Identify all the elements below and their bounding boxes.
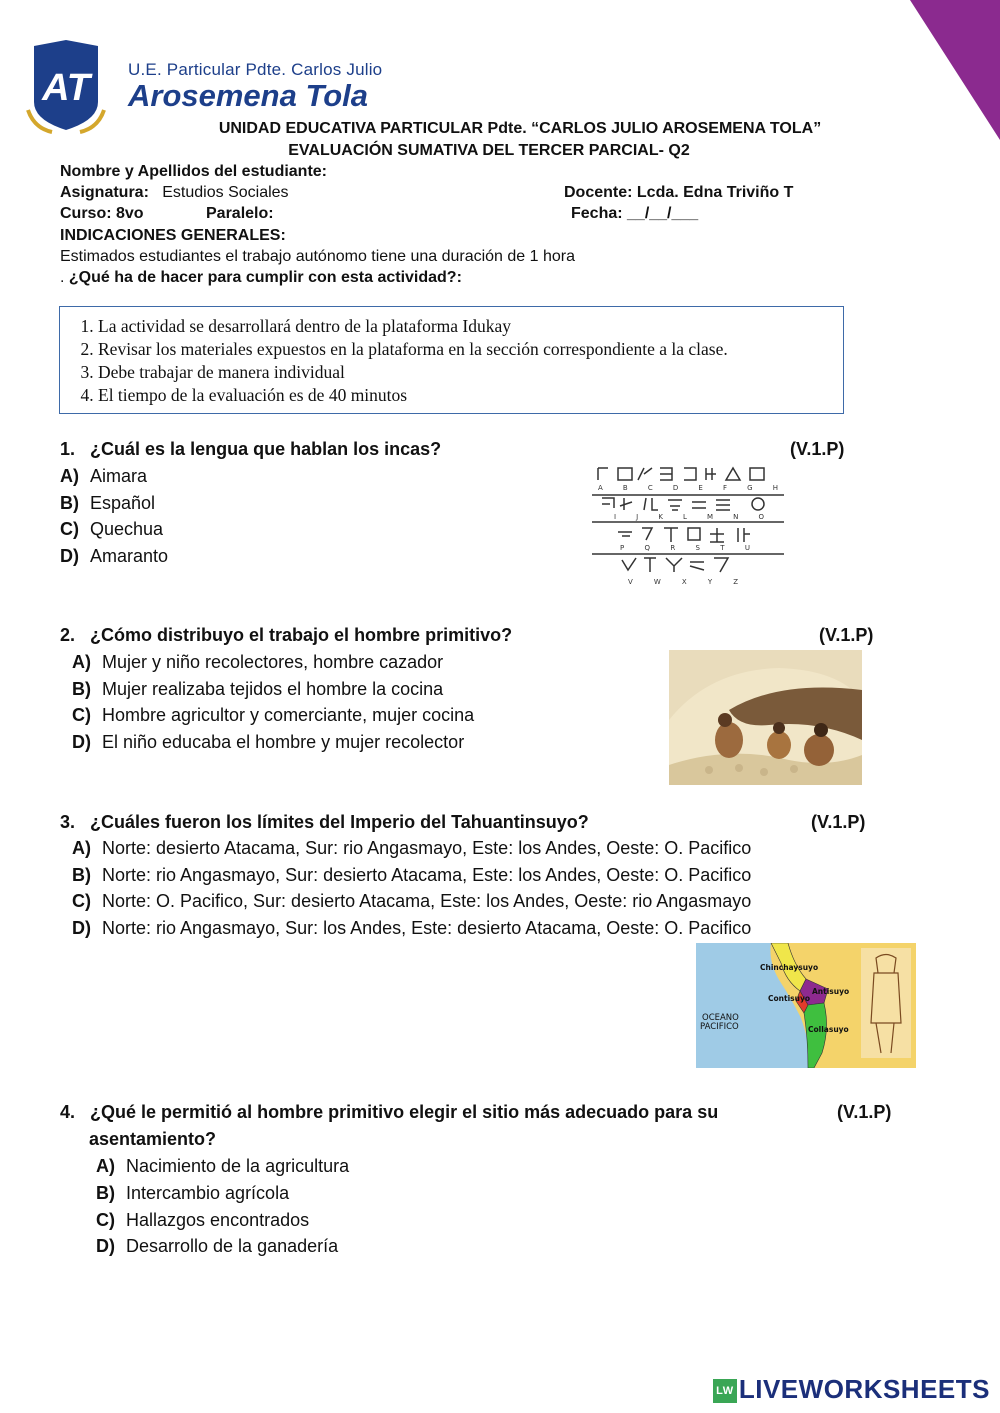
question-3-option-c[interactable]: [72, 891, 751, 912]
option-letter: B): [72, 865, 91, 885]
primitive-people-illustration: [669, 650, 862, 785]
option-letter: C): [96, 1210, 115, 1230]
question-text: ¿Cómo distribuyo el trabajo el hombre primitivo?: [90, 625, 513, 645]
option-letter: C): [72, 891, 91, 911]
student-name-label: Nombre y Apellidos del estudiante:: [60, 163, 328, 180]
option-text: Aimara: [90, 466, 148, 486]
map-label-ocean2: PACIFICO: [700, 1022, 739, 1032]
option-text: Norte: desierto Atacama, Sur: rio Angasmayo, Este: los Andes, Oeste: O. Pacifico: [102, 838, 752, 858]
activity-question: [60, 269, 462, 287]
map-label-east: Antisuyo: [812, 987, 850, 996]
map-label-south: Collasuyo: [808, 1025, 849, 1034]
option-text: Norte: rio Angasmayo, Sur: desierto Atacama, Este: los Andes, Oeste: O. Pacifico: [102, 865, 752, 885]
option-letter: D): [72, 732, 91, 752]
question-2-option-c[interactable]: [72, 705, 474, 726]
parallel-label: Paralelo:: [206, 205, 274, 222]
option-text: Norte: rio Angasmayo, Sur: los Andes, Este: desierto Atacama, Oeste: O. Pacifico: [102, 918, 752, 938]
question-1-option-c[interactable]: [60, 519, 163, 540]
map-label-ocean1: OCEANO: [702, 1013, 739, 1023]
school-name-line2: Arosemena Tola: [128, 78, 369, 113]
question-2-option-d[interactable]: [72, 732, 464, 753]
document-title: UNIDAD EDUCATIVA PARTICULAR Pdte. “CARLOS JULIO AROSEMENA TOLA”: [218, 120, 822, 137]
question-text: ¿Cuál es la lengua que hablan los incas?: [90, 439, 442, 459]
question-number: 3.: [60, 812, 76, 832]
brand-text: LIVEWORKSHEETS: [738, 1374, 990, 1404]
option-text: Mujer y niño recolectores, hombre cazador: [102, 652, 444, 672]
question-4-tag: (V.1.P): [837, 1102, 892, 1122]
activity-question-label: ¿Qué ha de hacer para cumplir con esta actividad?:: [68, 269, 462, 286]
question-number: 4.: [60, 1102, 76, 1122]
question-text: ¿Qué le permitió al hombre primitivo elegir el sitio más adecuado para su: [90, 1102, 719, 1122]
instructions-box: [59, 306, 844, 414]
option-text: Norte: O. Pacifico, Sur: desierto Atacama, Este: los Andes, Oeste: rio Angasmayo: [102, 891, 752, 911]
option-letter: B): [60, 493, 79, 513]
question-1-option-a[interactable]: [60, 466, 147, 487]
instruction-item: 4. El tiempo de la evaluación es de 40 minutos: [98, 384, 843, 407]
question-3-option-d[interactable]: [72, 918, 751, 939]
brand-badge: LW: [713, 1379, 737, 1403]
option-text: Desarrollo de la ganadería: [126, 1236, 339, 1256]
alphabet-row-4: V W X Y Z: [628, 578, 738, 586]
option-letter: B): [72, 679, 91, 699]
option-text: Hallazgos encontrados: [126, 1210, 310, 1230]
option-text: El niño educaba el hombre y mujer recolector: [102, 732, 465, 752]
question-3-option-b[interactable]: [72, 865, 751, 886]
document-subtitle: EVALUACIÓN SUMATIVA DEL TERCER PARCIAL- Q2: [288, 142, 690, 159]
option-letter: C): [60, 519, 79, 539]
general-indications-label: INDICACIONES GENERALES:: [60, 227, 286, 244]
option-text: Español: [90, 493, 156, 513]
alphabet-row-3: P Q R S T U: [620, 544, 750, 552]
question-1-option-d[interactable]: [60, 546, 168, 567]
question-2-option-b[interactable]: [72, 679, 443, 700]
question-4-text-line2: asentamiento?: [89, 1129, 217, 1149]
question-4-option-c[interactable]: [96, 1210, 309, 1231]
question-1: [60, 439, 441, 460]
subject-label: Asignatura:: [60, 184, 149, 201]
activity-question-prefix: .: [60, 269, 69, 286]
school-name-line1: U.E. Particular Pdte. Carlos Julio: [128, 60, 383, 79]
option-letter: A): [60, 466, 79, 486]
option-letter: C): [72, 705, 91, 725]
option-text: Hombre agricultor y comerciante, mujer cocina: [102, 705, 475, 725]
question-1-tag: (V.1.P): [790, 439, 845, 459]
option-letter: D): [72, 918, 91, 938]
alphabet-image: [588, 462, 788, 590]
option-letter: B): [96, 1183, 115, 1203]
question-2: [60, 625, 512, 646]
subject-row: [60, 184, 289, 202]
instruction-item: 1. La actividad se desarrollará dentro de la plataforma Idukay: [98, 315, 843, 338]
option-letter: A): [96, 1156, 115, 1176]
alphabet-row-1: A B C D E F G H: [598, 484, 778, 492]
instruction-item: 2. Revisar los materiales expuestos en la plataforma en la sección correspondiente a la clase.: [98, 338, 843, 361]
question-number: 2.: [60, 625, 76, 645]
logo-text: AT: [42, 67, 90, 109]
instructions-list: [60, 315, 843, 407]
option-text: Intercambio agrícola: [126, 1183, 290, 1203]
course-label: Curso: 8vo: [60, 205, 144, 222]
instruction-item: 3. Debe trabajar de manera individual: [98, 361, 843, 384]
date-label: Fecha: __/__/___: [571, 205, 699, 222]
question-4-option-b[interactable]: [96, 1183, 289, 1204]
option-letter: D): [60, 546, 79, 566]
subject-value: Estudios Sociales: [162, 184, 289, 201]
question-number: 1.: [60, 439, 76, 459]
question-text: ¿Cuáles fueron los límites del Imperio del Tahuantinsuyo?: [90, 812, 589, 832]
question-3: [60, 812, 589, 833]
option-text: Nacimiento de la agricultura: [126, 1156, 350, 1176]
general-indications-text: Estimados estudiantes el trabajo autónomo tiene una duración de 1 hora: [60, 248, 576, 265]
option-letter: D): [96, 1236, 115, 1256]
question-3-tag: (V.1.P): [811, 812, 866, 832]
map-label-north: Chinchaysuyo: [760, 963, 819, 972]
option-text: Mujer realizaba tejidos el hombre la cocina: [102, 679, 444, 699]
option-text: Amaranto: [90, 546, 169, 566]
option-letter: A): [72, 838, 91, 858]
question-1-option-b[interactable]: [60, 493, 155, 514]
alphabet-row-2: I J K L M N O: [614, 513, 764, 521]
question-4-option-a[interactable]: [96, 1156, 349, 1177]
teacher-label: Docente: Lcda. Edna Triviño T: [564, 184, 794, 201]
question-4-option-d[interactable]: [96, 1236, 338, 1257]
question-4: [60, 1102, 718, 1123]
tahuantinsuyo-map: [696, 943, 916, 1068]
question-2-option-a[interactable]: [72, 652, 443, 673]
map-label-west: Contisuyo: [768, 994, 810, 1003]
option-text: Quechua: [90, 519, 164, 539]
question-3-option-a[interactable]: [72, 838, 751, 859]
liveworksheets-brand[interactable]: [713, 1374, 990, 1405]
option-letter: A): [72, 652, 91, 672]
corner-decoration: [910, 0, 1000, 140]
question-2-tag: (V.1.P): [819, 625, 874, 645]
